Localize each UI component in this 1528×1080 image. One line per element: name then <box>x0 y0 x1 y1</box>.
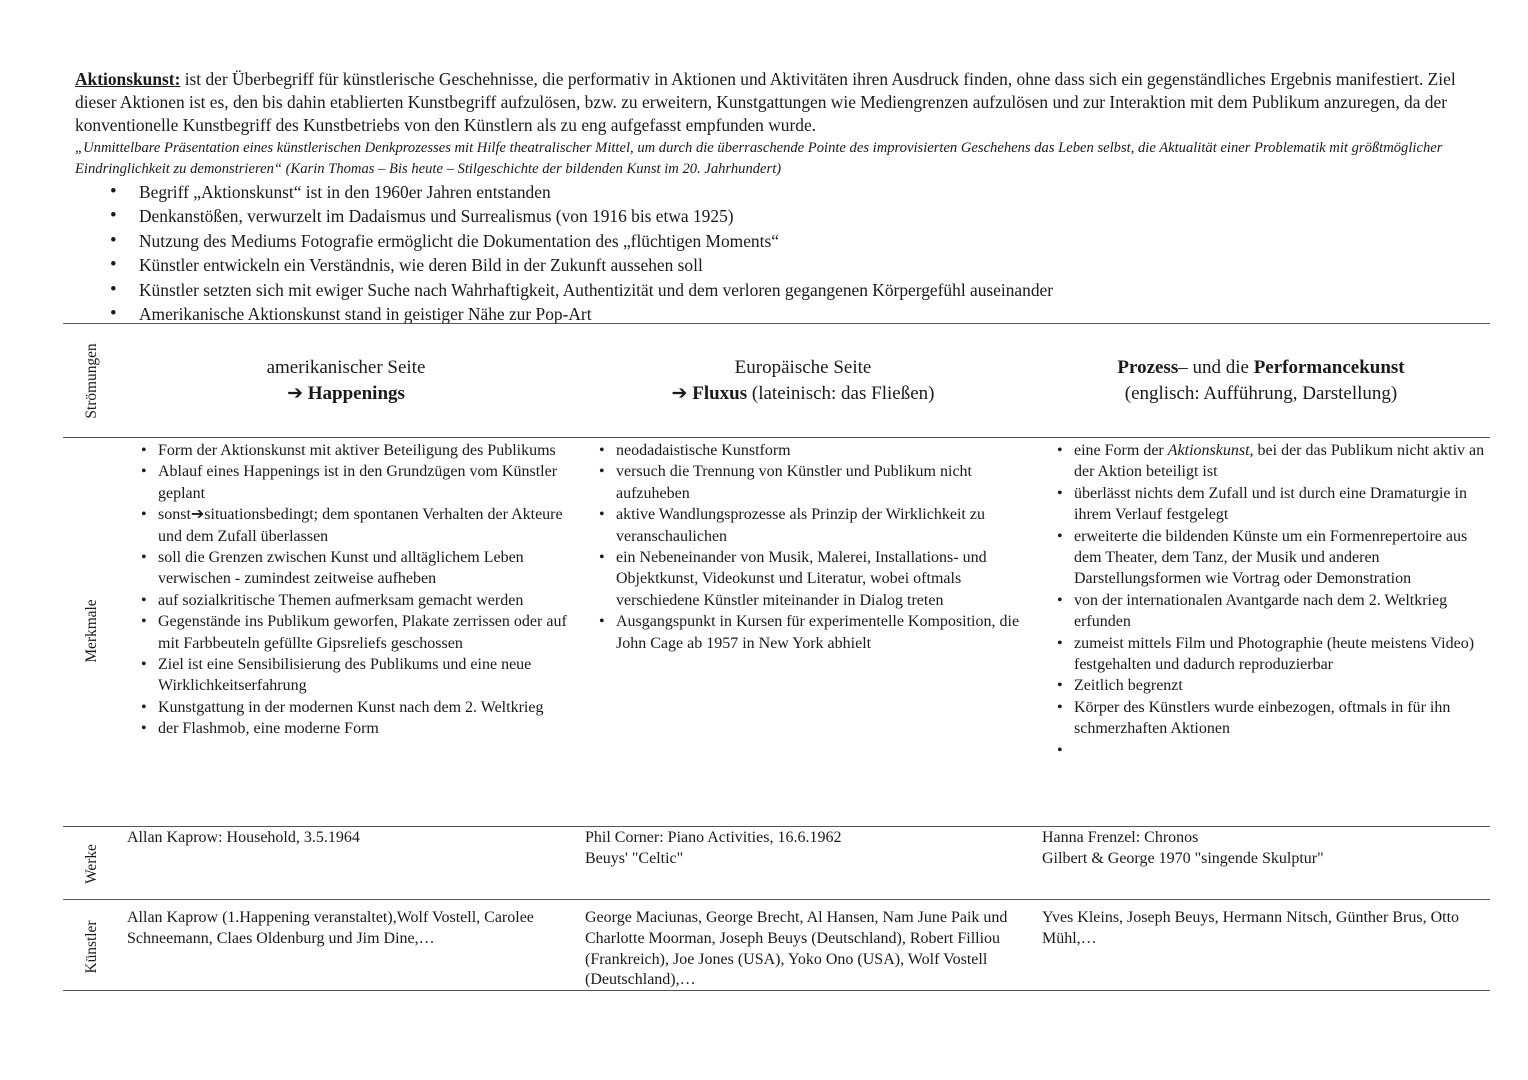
werk-item: Hanna Frenzel: Chronos <box>1042 829 1199 846</box>
column-header-line: amerikanischer Seite <box>266 357 426 378</box>
list-item: • Begriff „Aktionskunst“ ist in den 1960er Jahren entstanden <box>108 180 1053 204</box>
werk-item: Allan Kaprow: Household, 3.5.1964 <box>127 829 360 846</box>
column-header-title: Fluxus <box>692 383 748 404</box>
intro-paragraph <box>75 68 1495 137</box>
table-divider <box>63 437 1490 438</box>
list-item <box>1056 440 1492 483</box>
intro-text: ist der Überbegriff für künstlerische Geschehnisse, die performativ in Aktionen und Aktivitäten ihren Ausdruck finden, ohne dass sich ein gegenständliches Ergebnis manifestiert. Ziel dieser Aktionen ist es, den bis dahin etablierten Kunstbegriff aufzulösen, bzw. zu erweitern, Kunstgattungen wie Mediengrenzen aufzulösen und zur Interaktion mit dem Publikum anzuregen, da der konventionelle Kunstbegriff des Kunstbetriebs von den Künstlern als zu eng aufgefasst empfunden wurde. <box>75 69 1456 135</box>
list-item: • Ziel ist eine Sensibilisierung des Publikums und eine neue Wirklichkeitserfahrung <box>140 654 570 697</box>
list-item: • versuch die Trennung von Künstler und Publikum nicht aufzuheben <box>598 461 1038 504</box>
list-item: • von der internationalen Avantgarde nach dem 2. Weltkrieg erfunden <box>1056 590 1492 633</box>
row-label-werke: Werke <box>83 844 100 884</box>
column-header-happenings <box>206 355 486 407</box>
werke-performance <box>1042 828 1482 870</box>
list-item: • Nutzung des Mediums Fotografie ermöglicht die Dokumentation des „flüchtigen Moments“ <box>108 229 1053 253</box>
table-divider <box>63 899 1490 900</box>
merkmale-fluxus-list <box>598 440 1038 654</box>
list-item: • Amerikanische Aktionskunst stand in geistiger Nähe zur Pop-Art <box>108 302 1053 326</box>
arrow-icon: ➔ <box>287 383 308 404</box>
list-item: • Kunstgattung in der modernen Kunst nach dem 2. Weltkrieg <box>140 697 570 718</box>
row-label-stroemungen: Strömungen <box>83 343 100 419</box>
column-header-separator: – und die <box>1178 357 1254 378</box>
merkmale-performance-list <box>1056 440 1492 740</box>
list-item: • Form der Aktionskunst mit aktiver Beteiligung des Publikums <box>140 440 570 461</box>
list-item: • Körper des Künstlers wurde einbezogen, oftmals in für ihn schmerzhaften Aktionen <box>1056 697 1492 740</box>
werke-fluxus <box>585 828 1025 870</box>
column-header-line <box>206 381 486 407</box>
column-header-performance <box>1060 355 1462 407</box>
list-item: • Ausgangspunkt in Kursen für experimentelle Komposition, die John Cage ab 1957 in New York abhielt <box>598 611 1038 654</box>
werk-item: Gilbert & George 1970 "singende Skulptur" <box>1042 849 1324 867</box>
list-item: • Künstler entwickeln ein Verständnis, wie deren Bild in der Zukunft aussehen soll <box>108 253 1053 277</box>
werk-item: Beuys' "Celtic" <box>585 849 684 867</box>
list-item-text: eine Form der <box>1074 442 1168 459</box>
list-item: • zumeist mittels Film und Photographie (heute meistens Video) festgehalten und dadurch reproduzierbar <box>1056 633 1492 676</box>
column-header-line <box>1060 355 1462 381</box>
list-item: • neodadaistische Kunstform <box>598 440 1038 461</box>
list-item: • Ablauf eines Happenings ist in den Grundzügen vom Künstler geplant <box>140 461 570 504</box>
list-item: • ein Nebeneinander von Musik, Malerei, Installations- und Objektkunst, Videokunst und Literatur, wobei oftmals verschiedene Künstler miteinander in Dialog treten <box>598 547 1038 611</box>
list-item: • der Flashmob, eine moderne Form <box>140 718 570 739</box>
column-header-title: Prozess <box>1117 357 1179 378</box>
list-item: • Künstler setzten sich mit ewiger Suche nach Wahrhaftigkeit, Authentizität und dem verloren gegangenen Körpergefühl auseinander <box>108 278 1053 302</box>
column-header-line: Europäische Seite <box>734 357 872 378</box>
list-item: • Zeitlich begrenzt <box>1056 675 1492 696</box>
list-item-text: bei der das Publikum nicht aktiv an der Aktion beteiligt ist <box>1074 442 1485 481</box>
intro-bullet-list <box>108 180 1053 326</box>
column-header-title: Performancekunst <box>1253 357 1405 378</box>
column-header-fluxus <box>603 355 1003 407</box>
list-item: • sonst➔situationsbedingt; dem spontanen Verhalten der Akteure und dem Zufall überlassen <box>140 504 570 547</box>
list-item: • überlässt nichts dem Zufall und ist durch eine Dramaturgie in ihrem Verlauf festgelegt <box>1056 483 1492 526</box>
list-item: • Denkanstößen, verwurzelt im Dadaismus und Surrealismus (von 1916 bis etwa 1925) <box>108 204 1053 228</box>
kuenstler-happenings: Allan Kaprow (1.Happening veranstaltet),Wolf Vostell, Carolee Schneemann, Claes Oldenburg und Jim Dine,… <box>127 909 534 947</box>
column-header-subtitle: (englisch: Aufführung, Darstellung) <box>1124 383 1398 404</box>
list-item: • erweiterte die bildenden Künste um ein Formenrepertoire aus dem Theater, dem Tanz, der Musik und anderen Darstellungsformen wie Vortrag oder Demonstration <box>1056 526 1492 590</box>
quote: „Unmittelbare Präsentation eines künstlerischen Denkprozesses mit Hilfe theatralischer Mittel, um durch die überraschende Pointe des improvisierten Geschehens das Leben selbst, die Aktualität einer Problematik mit größtmöglicher Eindringlichkeit zu demonstrieren“ (Karin Thomas – Bis heute – Stilgeschichte der bildenden Kunst im 20. Jahrhundert) <box>75 140 1443 177</box>
list-item: • auf sozialkritische Themen aufmerksam gemacht werden <box>140 590 570 611</box>
table-divider <box>63 826 1490 827</box>
list-item-emphasis: Aktionskunst, <box>1167 442 1254 459</box>
row-label-merkmale: Merkmale <box>83 599 100 663</box>
list-item: • aktive Wandlungsprozesse als Prinzip der Wirklichkeit zu veranschaulichen <box>598 504 1038 547</box>
column-header-line <box>603 381 1003 407</box>
column-header-subtitle: (lateinisch: das Fließen) <box>747 383 935 404</box>
kuenstler-performance: Yves Kleins, Joseph Beuys, Hermann Nitsch, Günther Brus, Otto Mühl,… <box>1042 909 1460 947</box>
arrow-icon: ➔ <box>671 383 693 404</box>
list-item: • Gegenstände ins Publikum geworfen, Plakate zerrissen oder auf mit Farbbeuteln gefüllte Gipsreliefs geschossen <box>140 611 570 654</box>
table-divider <box>63 323 1490 324</box>
werke-happenings <box>127 828 567 849</box>
list-item: • soll die Grenzen zwischen Kunst und alltäglichem Leben verwischen - zumindest zeitweise aufheben <box>140 547 570 590</box>
row-label-kuenstler: Künstler <box>83 920 100 974</box>
merkmale-happenings-list <box>140 440 570 740</box>
heading-term: Aktionskunst: <box>75 69 181 89</box>
column-header-title: Happenings <box>307 383 405 404</box>
werk-item: Phil Corner: Piano Activities, 16.6.1962 <box>585 829 842 846</box>
kuenstler-fluxus: George Maciunas, George Brecht, Al Hansen, Nam June Paik und Charlotte Moorman, Joseph Beuys (Deutschland), Robert Filliou (Frankreich), Joe Jones (USA), Yoko Ono (USA), Wolf Vostell (Deutschland),… <box>585 909 1008 989</box>
